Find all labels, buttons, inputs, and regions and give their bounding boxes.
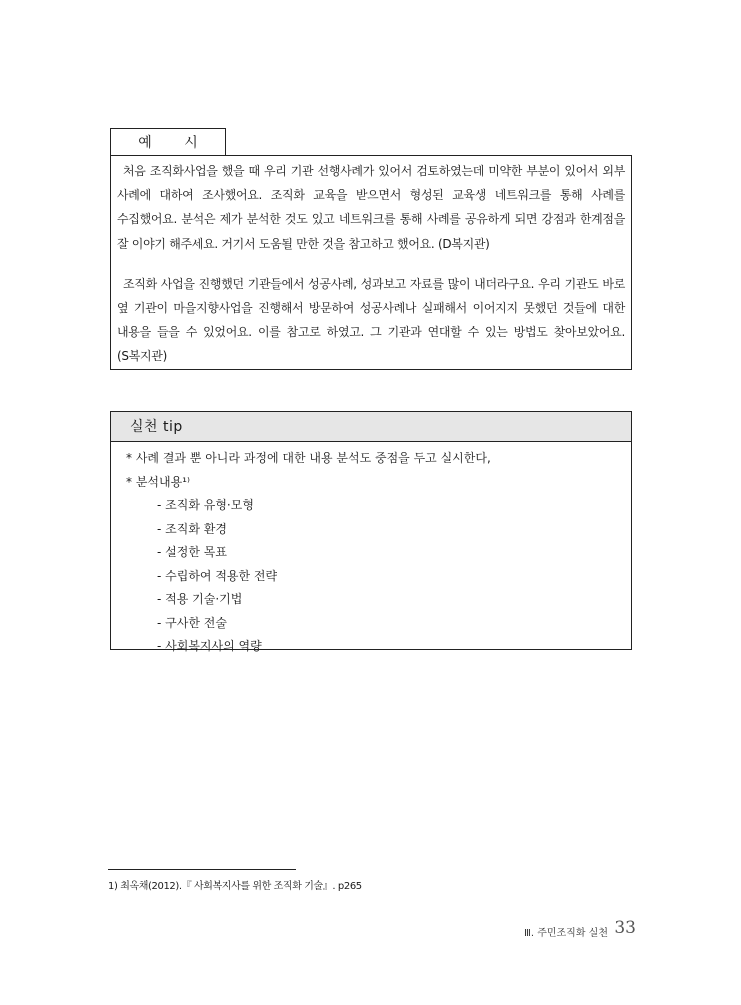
tip-subitem: - 설정한 목표 <box>157 545 227 559</box>
example-paragraph-1: 처음 조직화사업을 했을 때 우리 기관 선행사례가 있어서 검토하였는데 미약한 부분이 있어서 외부 사례에 대하여 조사했어요. 조직화 교육을 받으면서 형성된 교육생 네트워크를 통해 사례를 수집했어요. 분석은 제가 분석한 것도 있고 네트워크를 통해 사례를 공유하게 되면 강점과 한계점을 잘 이야기 해주세요. 거기서 도움될 만한 것을 참고하고 했어요. (D복지관) <box>117 164 625 251</box>
tip-item: * 분석내용¹⁾ <box>126 474 190 489</box>
tip-subitem: - 적용 기술·기법 <box>157 592 243 606</box>
example-title: 예 시 <box>110 128 226 156</box>
example-paragraph-2: 조직화 사업을 진행했던 기관들에서 성공사례, 성과보고 자료를 많이 내더라구요. 우리 기관도 바로 옆 기관이 마을지향사업을 진행해서 방문하여 성공사례나 실패해서 이어지지 못했던 것들에 대한 내용을 들을 수 있었어요. 이를 참고로 하였고. 그 기관과 연대할 수 있는 방법도 찾아보았어요. (S복지관) <box>117 276 625 364</box>
practice-tip-list <box>111 442 631 659</box>
tip-subitem: - 조직화 환경 <box>157 521 227 536</box>
page-number: 33 <box>614 918 636 938</box>
tip-subitem: - 수립하여 적용한 전략 <box>157 568 278 583</box>
tip-item: * 사례 결과 뿐 아니라 과정에 대한 내용 분석도 중점을 두고 실시한다, <box>126 451 491 465</box>
tip-subitem: - 조직화 유형·모형 <box>157 498 254 512</box>
footnote-divider <box>108 869 296 870</box>
tip-subitem: - 사회복지사의 역량 <box>157 639 262 653</box>
practice-tip-box <box>110 411 632 653</box>
practice-tip-title: 실천 tip <box>111 412 631 442</box>
footnote: 1) 최옥채(2012).『 사회복지사를 위한 조직화 기술』. p265 <box>108 881 362 892</box>
example-box <box>110 155 632 370</box>
running-head: Ⅲ. 주민조직화 실천 <box>523 928 608 939</box>
tip-subitem: - 구사한 전술 <box>157 615 227 630</box>
